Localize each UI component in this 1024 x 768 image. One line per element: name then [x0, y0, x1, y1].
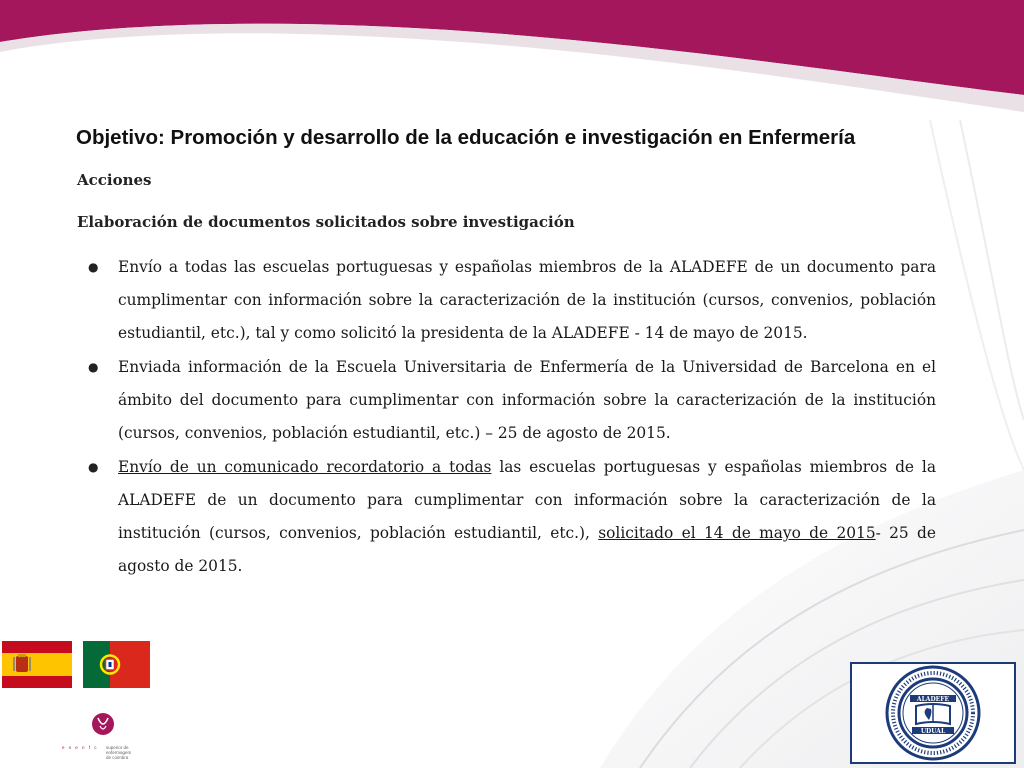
- bullet-text: Envío a todas las escuelas portuguesas y españolas miembros de la ALADEFE de un documento para cumplimentar con información sobre la caracterización de la institución (cursos, convenios, población estudiantil, etc.), tal y como solicitó la presidenta de la ALADEFE - 14 de mayo de 2015.: [118, 258, 936, 342]
- esenfc-logo-text: de coimbra: [106, 755, 129, 760]
- spain-flag-icon: [2, 641, 72, 688]
- aladefe-logo: [852, 664, 1014, 762]
- bullet-item-3: [86, 451, 936, 583]
- esenfc-logo-text: enfermagem: [106, 750, 132, 755]
- bullet-list: [86, 251, 936, 584]
- bullet-text: las escuelas portuguesas y españolas miembros de la ALADEFE de un documento para cumplimentar con información sobre la caracterización de la institución (cursos, convenios, población estudiantil, etc.),: [118, 458, 937, 542]
- slide-title: Objetivo: Promoción y desarrollo de la educación e investigación en Enfermería: [76, 126, 856, 149]
- aladefe-logo-box: [850, 662, 1016, 764]
- bullet-icon: ●: [88, 260, 99, 274]
- esenfc-logo-text: superior de: [106, 745, 129, 750]
- bullet-item-1: [86, 251, 936, 350]
- section-heading: Elaboración de documentos solicitados sobre investigación: [77, 213, 575, 231]
- bullet-icon: ●: [88, 360, 99, 374]
- bullet-text: Enviada información de la Escuela Universitaria de Enfermería de la Universidad de Barcelona en el ámbito del documento para cumplimentar con información sobre la caracterización de la institución (cursos, convenios, población estudiantil, etc.) – 25 de agosto de 2015.: [118, 358, 936, 442]
- bullet-text: - 25 de agosto de 2015.: [118, 524, 936, 575]
- bullet-underlined-text: Envío de un comunicado recordatorio a todas: [118, 458, 492, 476]
- acciones-label: Acciones: [77, 171, 152, 189]
- bullet-item-2: [86, 351, 936, 450]
- bullet-icon: ●: [88, 460, 99, 474]
- esenfc-logo: [58, 708, 158, 764]
- aladefe-logo-top-text: ALADEFE: [916, 696, 950, 703]
- esenfc-logo-text: e s e n f c: [62, 745, 99, 750]
- top-magenta-band: [0, 0, 1024, 120]
- portugal-flag-icon: [83, 641, 150, 688]
- bullet-underlined-text: solicitado el 14 de mayo de 2015: [598, 524, 876, 542]
- aladefe-logo-bottom-text: UDUAL: [920, 728, 946, 735]
